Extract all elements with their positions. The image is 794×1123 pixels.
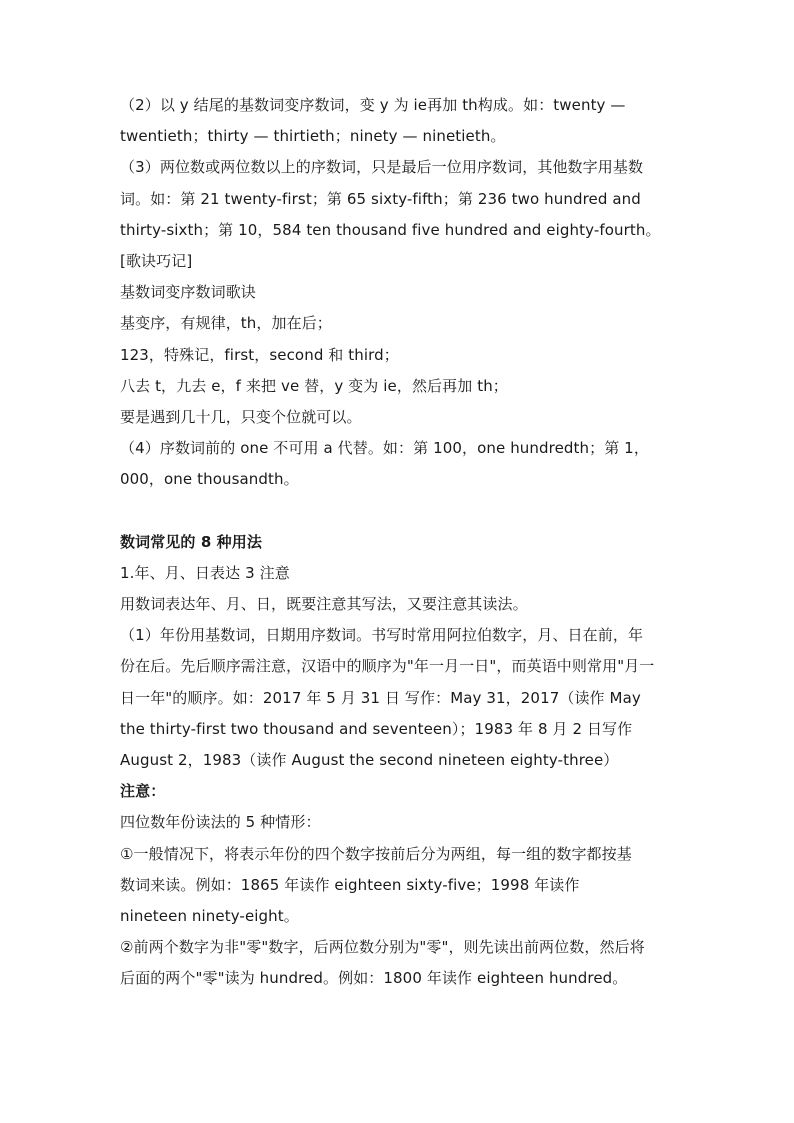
- subsection-heading: 1.年、月、日表达 3 注意: [120, 563, 290, 582]
- paragraph-line: ②前两个数字为非"零"数字，后两位数分别为"零"，则先读出前两位数，然后将: [120, 938, 645, 957]
- paragraph-line: 用数词表达年、月、日，既要注意其写法，又要注意其读法。: [120, 595, 528, 613]
- section-heading: 数词常见的 8 种用法: [120, 532, 262, 551]
- paragraph-line: 词。如：第 21 twenty-first；第 65 sixty-fifth；第 236 two hundred and: [120, 189, 641, 208]
- rhyme-line: 八去 t，九去 e，f 来把 ve 替，y 变为 ie，然后再加 th；: [120, 376, 508, 395]
- note-heading: 注意：: [120, 782, 166, 801]
- paragraph-line: thirty-sixth；第 10，584 ten thousand five hundred and eighty-fourth。: [120, 220, 661, 239]
- paragraph-line: the thirty-first two thousand and seventeen）；1983 年 8 月 2 日写作: [120, 719, 633, 738]
- paragraph-line: 数词来读。例如：1865 年读作 eighteen sixty-five；1998 年读作: [120, 875, 580, 894]
- rhyme-line: 基变序，有规律，th，加在后；: [120, 314, 332, 333]
- document-page: [120, 90, 680, 994]
- paragraph-line: twentieth；thirty — thirtieth；ninety — ninetieth。: [120, 127, 506, 146]
- paragraph-line: 后面的两个"零"读为 hundred。例如：1800 年读作 eighteen hundred。: [120, 969, 628, 988]
- rhyme-title: 基数词变序数词歌诀: [120, 283, 256, 302]
- paragraph-line: 日一年"的顺序。如：2017 年 5 月 31 日 写作：May 31，2017（读作 May: [120, 688, 641, 707]
- paragraph-line: nineteen ninety-eight。: [120, 906, 299, 925]
- paragraph-line: 份在后。先后顺序需注意，汉语中的顺序为"年一月一日"，而英语中则常用"月一: [120, 657, 655, 676]
- rhyme-line: 要是遇到几十几，只变个位就可以。: [120, 407, 362, 426]
- paragraph-line: 000，one thousandth。: [120, 470, 299, 489]
- paragraph-line: （3）两位数或两位数以上的序数词，只是最后一位用序数词，其他数字用基数: [120, 158, 644, 177]
- section-label: [歌诀巧记]: [120, 251, 193, 270]
- paragraph-line: ①一般情况下，将表示年份的四个数字按前后分为两组，每一组的数字都按基: [120, 844, 632, 863]
- paragraph-line: （1）年份用基数词，日期用序数词。书写时常用阿拉伯数字，月、日在前，年: [120, 626, 644, 645]
- rhyme-line: 123，特殊记，first，second 和 third；: [120, 345, 399, 364]
- paragraph-line: （4）序数词前的 one 不可用 a 代替。如：第 100，one hundredth；第 1，: [120, 439, 649, 458]
- paragraph-line: August 2，1983（读作 August the second nineteen eighty-three）: [120, 750, 619, 769]
- paragraph-line: 四位数年份读法的 5 种情形：: [120, 813, 321, 832]
- paragraph-line: （2）以 y 结尾的基数词变序数词，变 y 为 ie再加 th构成。如：twenty —: [120, 96, 626, 114]
- blank-line: [120, 495, 680, 526]
